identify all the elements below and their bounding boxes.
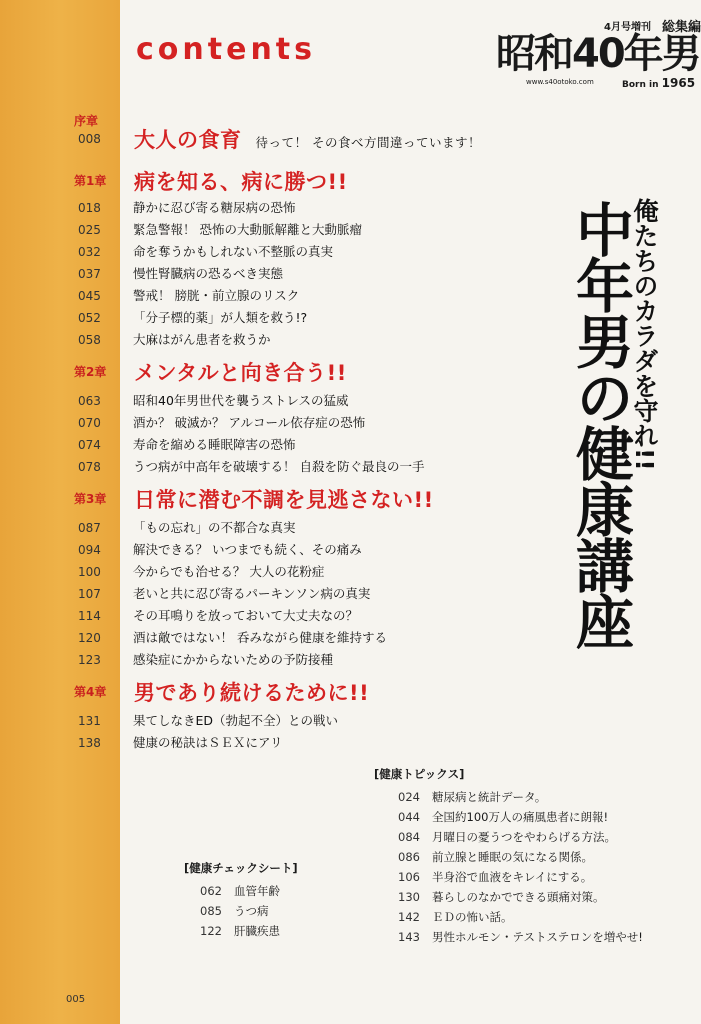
checksheet-heading: [健康チェックシート]	[184, 861, 298, 875]
chapter-1-label: 第1章	[74, 174, 107, 188]
intro-heading[interactable]: 大人の食育 待って！ その食べ方間違っています！	[134, 128, 481, 152]
chapter-2-label: 第2章	[74, 365, 107, 379]
magazine-masthead	[494, 14, 701, 94]
chapter-3-label: 第3章	[74, 492, 107, 506]
chapter-1-heading[interactable]: 病を知る、病に勝つ!!	[134, 170, 348, 194]
chapter-2-heading[interactable]: メンタルと向き合う!!	[134, 361, 347, 385]
masthead-series: 総集編	[661, 20, 701, 35]
intro-page: 008	[78, 132, 101, 146]
masthead-logo: 昭和40年男	[496, 32, 700, 76]
intro-subheading: 待って！ その食べ方間違っています！	[255, 135, 481, 150]
masthead-born: Born in 1965	[622, 76, 696, 90]
page-number: 005	[66, 994, 86, 1005]
feature-title: 中年男の健康講座	[566, 200, 634, 648]
masthead-issue: 4月号増刊	[604, 22, 651, 33]
intro-label: 序章	[74, 114, 99, 128]
topics-heading: [健康トピックス]	[374, 767, 465, 781]
chapter-4-heading[interactable]: 男であり続けるために!!	[134, 681, 370, 705]
masthead-url: www.s40otoko.com	[526, 78, 594, 86]
chapter-3-heading[interactable]: 日常に潜む不調を見逃さない!!	[134, 488, 434, 512]
chapter-4-label: 第4章	[74, 685, 107, 699]
feature-subtitle: 俺たちのカラダを守れ!!	[630, 198, 659, 471]
orange-side-stripe	[0, 0, 120, 1024]
page-title: contents	[136, 32, 316, 67]
